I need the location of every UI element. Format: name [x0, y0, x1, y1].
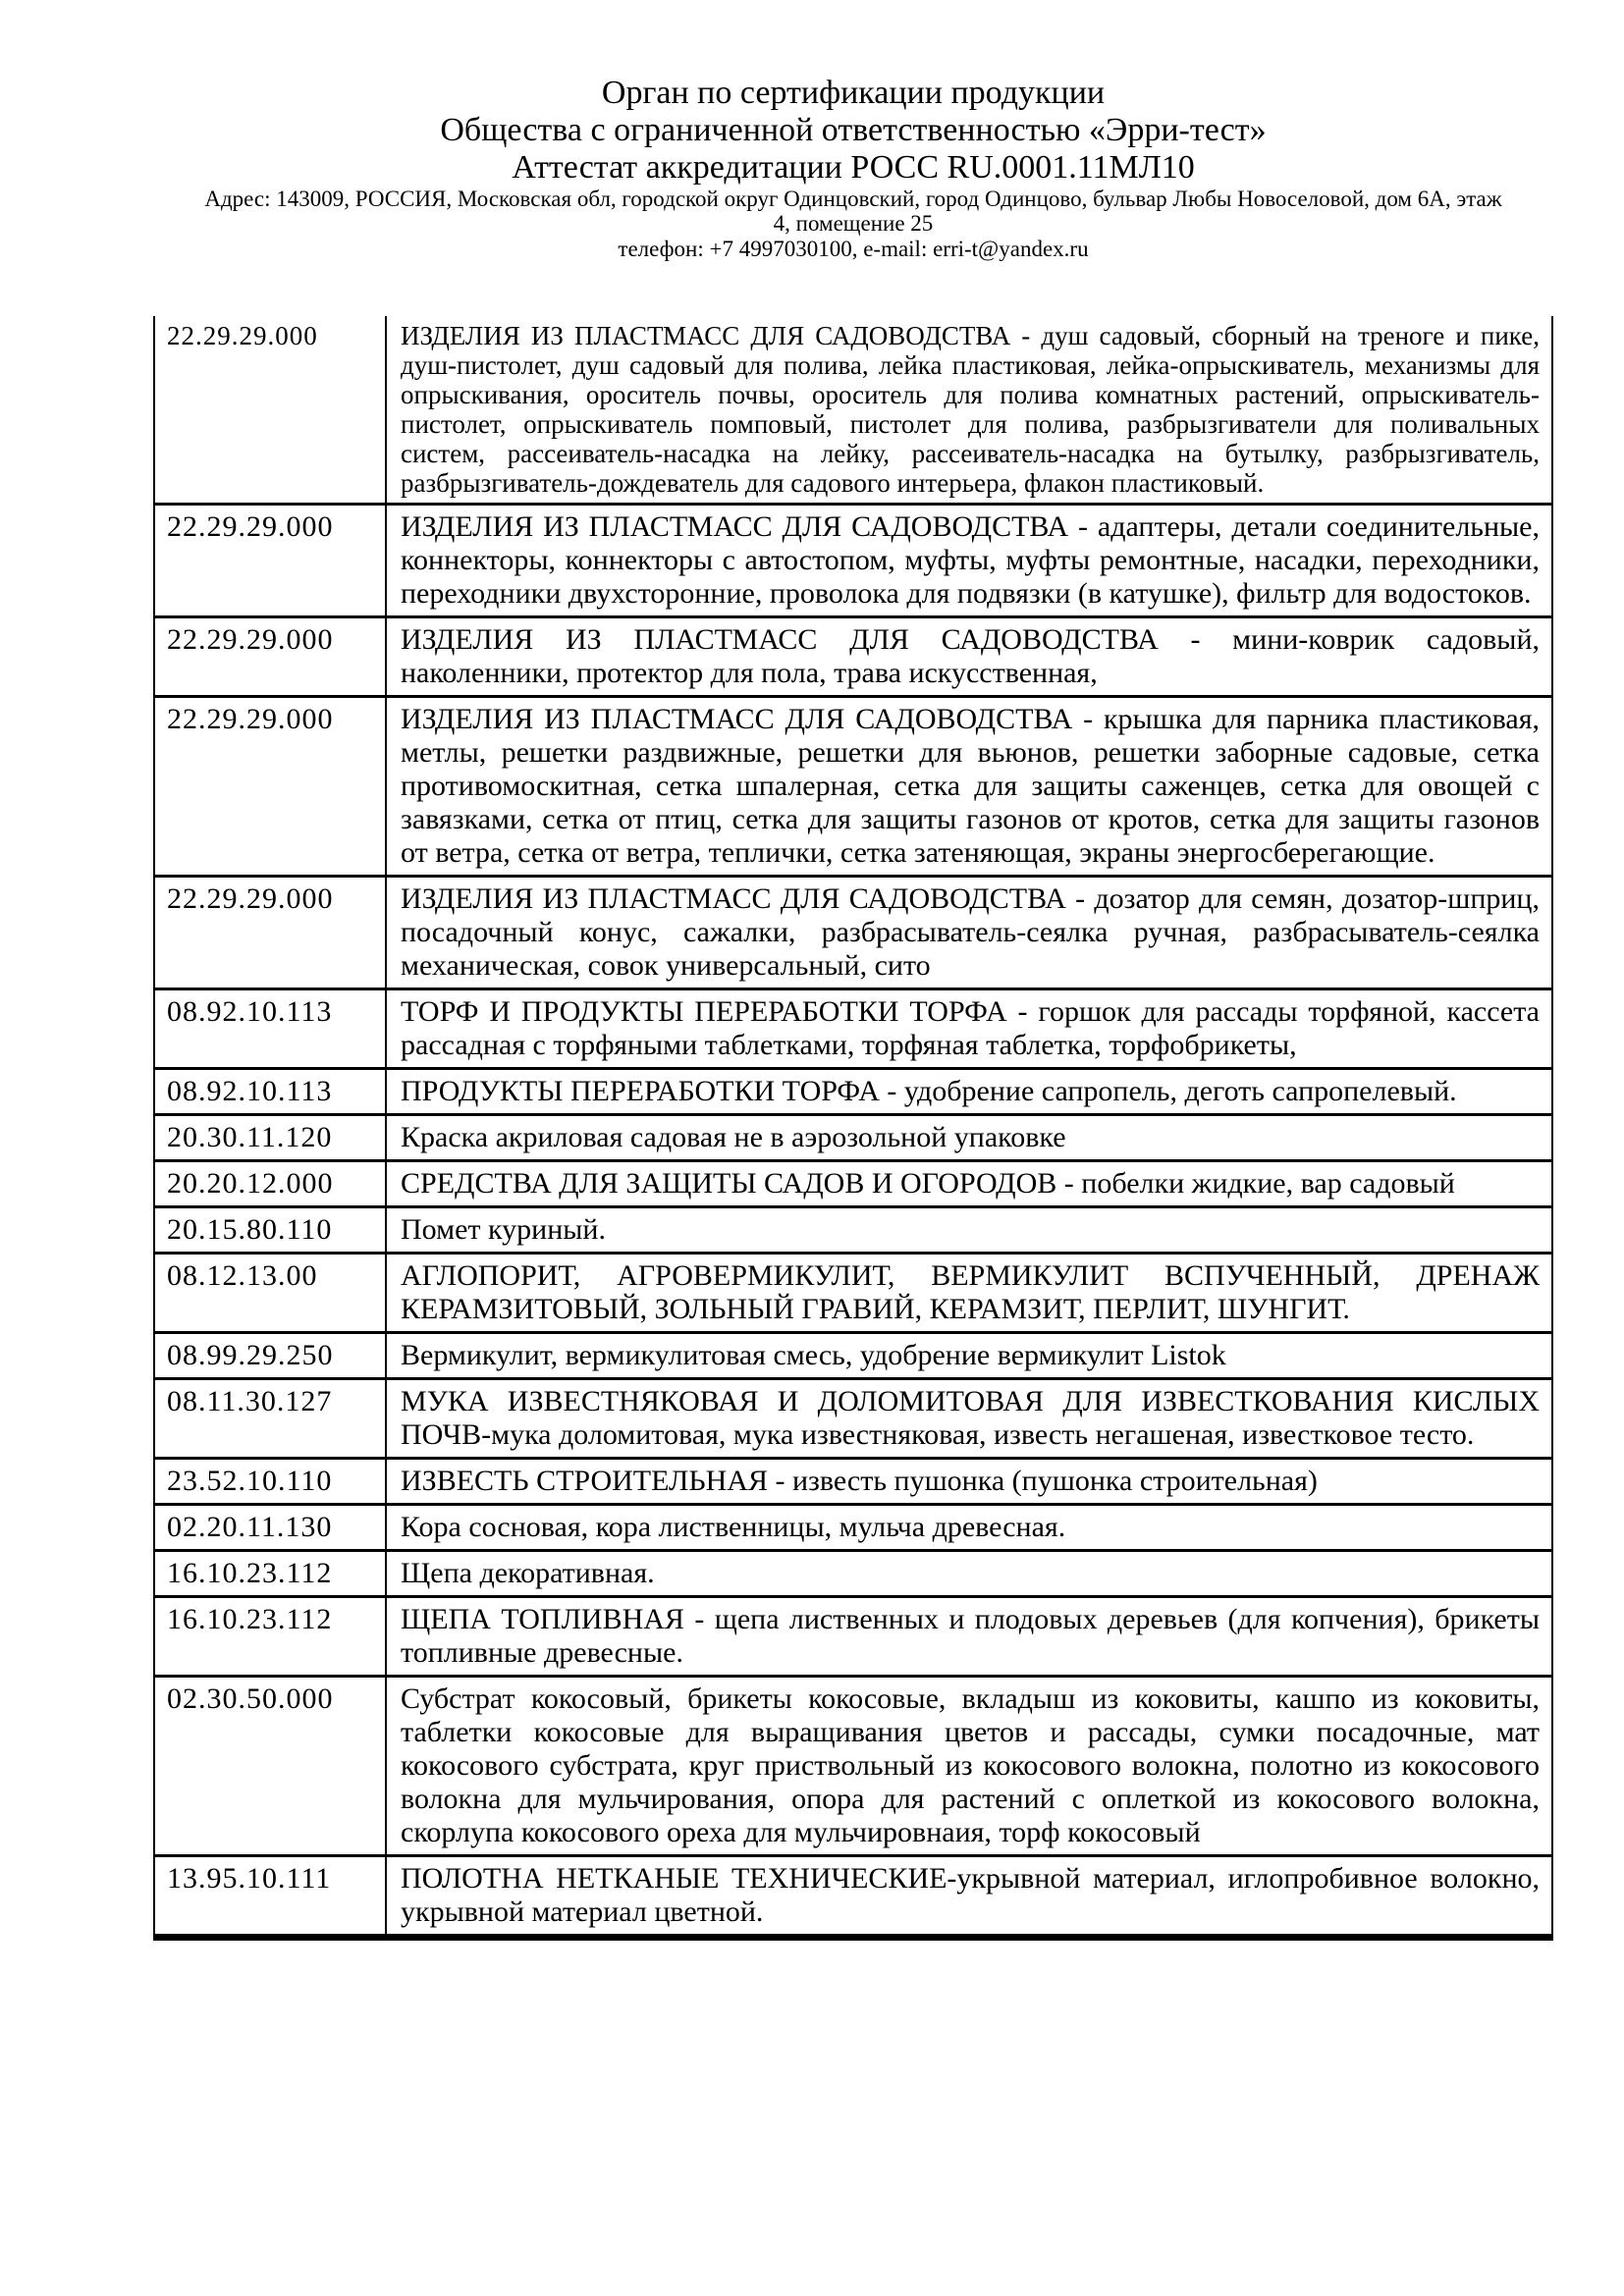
product-description-cell: Помет куриный.: [386, 1207, 1552, 1254]
product-description-cell: Субстрат кокосовый, брикеты кокосовые, вкладыш из коковиты, кашпо из коковиты, таблетки кокосовые для выращивания цветов и рассады, сумки посадочные, мат кокосового субстрата, круг приствольный из кокосового волокна, полотно из кокосового волокна для мульчирования, опора для растений с оплеткой из кокосового волокна, скорлупа кокосового ореха для мульчировнаия, торф кокосовый: [386, 1677, 1552, 1856]
table-row: [154, 1161, 1552, 1207]
table-row: [154, 1115, 1552, 1161]
product-code-cell: 08.12.13.00: [154, 1254, 386, 1333]
product-description-cell: Вермикулит, вермикулитовая смесь, удобрение вермикулит Listok: [386, 1333, 1552, 1379]
product-description-cell: ПРОДУКТЫ ПЕРЕРАБОТКИ ТОРФА - удобрение сапропель, деготь сапропелевый.: [386, 1069, 1552, 1115]
product-code-cell: 23.52.10.110: [154, 1459, 386, 1505]
product-description-cell: СРЕДСТВА ДЛЯ ЗАЩИТЫ САДОВ И ОГОРОДОВ - побелки жидкие, вар садовый: [386, 1161, 1552, 1207]
products-table: [153, 316, 1553, 1941]
table-row: [154, 1207, 1552, 1254]
product-code-cell: 22.29.29.000: [154, 316, 386, 505]
product-code-cell: 20.30.11.120: [154, 1115, 386, 1161]
product-description-cell: Кора сосновая, кора лиственницы, мульча древесная.: [386, 1505, 1552, 1551]
table-row: [154, 1379, 1552, 1459]
product-code-cell: 22.29.29.000: [154, 617, 386, 697]
table-row: [154, 1856, 1552, 1938]
product-code-cell: 02.20.11.130: [154, 1505, 386, 1551]
header-org-type: Орган по сертификации продукции: [601, 75, 1106, 111]
product-code-cell: 08.92.10.113: [154, 1069, 386, 1115]
table-row: [154, 1254, 1552, 1333]
table-row: [154, 1551, 1552, 1597]
product-description-cell: ИЗВЕСТЬ СТРОИТЕЛЬНАЯ - известь пушонка (пушонка строительная): [386, 1459, 1552, 1505]
table-row: [154, 1069, 1552, 1115]
table-row: [154, 1677, 1552, 1856]
product-code-cell: 08.99.29.250: [154, 1333, 386, 1379]
product-description-cell: ИЗДЕЛИЯ ИЗ ПЛАСТМАСС ДЛЯ САДОВОДСТВА - душ садовый, сборный на треноге и пике, душ-пистолет, душ садовый для полива, лейка пластиковая, лейка-опрыскиватель, механизмы для опрыскивания, ороситель почвы, ороситель для полива комнатных растений, опрыскиватель-пистолет, опрыскиватель помповый, пистолет для полива, разбрызгиватели для поливальных систем, рассеиватель-насадка на лейку, рассеиватель-насадка на бутылку, разбрызгиватель, разбрызгиватель-дождеватель для садового интерьера, флакон пластиковый.: [386, 316, 1552, 505]
product-description-cell: ПОЛОТНА НЕТКАНЫЕ ТЕХНИЧЕСКИЕ-укрывной материал, иглопробивное волокно, укрывной материал цветной.: [386, 1856, 1552, 1938]
product-description-cell: ИЗДЕЛИЯ ИЗ ПЛАСТМАСС ДЛЯ САДОВОДСТВА - крышка для парника пластиковая, метлы, решетки раздвижные, решетки для вьюнов, решетки заборные садовые, сетка противомоскитная, сетка шпалерная, сетка для защиты саженцев, сетка для овощей с завязками, сетка от птиц, сетка для защиты газонов от кротов, сетка для защиты газонов от ветра, сетка от ветра, теплички, сетка затеняющая, экраны энергосберегающие.: [386, 697, 1552, 877]
table-row: [154, 316, 1552, 505]
product-description-cell: ИЗДЕЛИЯ ИЗ ПЛАСТМАСС ДЛЯ САДОВОДСТВА - адаптеры, детали соединительные, коннекторы, коннекторы с автостопом, муфты, муфты ремонтные, насадки, переходники, переходники двухсторонние, проволока для подвязки (в катушке), фильтр для водостоков.: [386, 505, 1552, 617]
table-row: [154, 1597, 1552, 1677]
table-row: [154, 617, 1552, 697]
table-row: [154, 697, 1552, 877]
product-code-cell: 20.15.80.110: [154, 1207, 386, 1254]
table-row: [154, 505, 1552, 617]
product-description-cell: Краска акриловая садовая не в аэрозольной упаковке: [386, 1115, 1552, 1161]
product-code-cell: 16.10.23.112: [154, 1551, 386, 1597]
product-description-cell: Щепа декоративная.: [386, 1551, 1552, 1597]
product-description-cell: ИЗДЕЛИЯ ИЗ ПЛАСТМАСС ДЛЯ САДОВОДСТВА - дозатор для семян, дозатор-шприц, посадочный конус, сажалки, разбрасыватель-сеялка ручная, разбрасыватель-сеялка механическая, совок универсальный, сито: [386, 877, 1552, 989]
product-code-cell: 20.20.12.000: [154, 1161, 386, 1207]
table-row: [154, 1459, 1552, 1505]
table-row: [154, 877, 1552, 989]
product-code-cell: 16.10.23.112: [154, 1597, 386, 1677]
product-description-cell: АГЛОПОРИТ, АГРОВЕРМИКУЛИТ, ВЕРМИКУЛИТ ВСПУЧЕННЫЙ, ДРЕНАЖ КЕРАМЗИТОВЫЙ, ЗОЛЬНЫЙ ГРАВИЙ, КЕРАМЗИТ, ПЕРЛИТ, ШУНГИТ.: [386, 1254, 1552, 1333]
header-address: Адрес: 143009, РОССИЯ, Московская обл, городской округ Одинцовский, город Одинцово, бульвар Любы Новоселовой, дом 6А, этаж 4, помещение 25: [204, 187, 1502, 236]
header-contact: телефон: +7 4997030100, e-mail: erri-t@yandex.ru: [618, 237, 1089, 261]
product-code-cell: 08.11.30.127: [154, 1379, 386, 1459]
table-row: [154, 989, 1552, 1069]
product-description-cell: ТОРФ И ПРОДУКТЫ ПЕРЕРАБОТКИ ТОРФА - горшок для рассады торфяной, кассета рассадная с торфяными таблетками, торфяная таблетка, торфобрикеты,: [386, 989, 1552, 1069]
product-code-cell: 02.30.50.000: [154, 1677, 386, 1856]
product-code-cell: 22.29.29.000: [154, 505, 386, 617]
header-accreditation: Аттестат аккредитации РОСС RU.0001.11МЛ10: [512, 149, 1195, 186]
product-description-cell: МУКА ИЗВЕСТНЯКОВАЯ И ДОЛОМИТОВАЯ ДЛЯ ИЗВЕСТКОВАНИЯ КИСЛЫХ ПОЧВ-мука доломитовая, мука известняковая, известь негашеная, известковое тесто.: [386, 1379, 1552, 1459]
product-description-cell: ИЗДЕЛИЯ ИЗ ПЛАСТМАСС ДЛЯ САДОВОДСТВА - мини-коврик садовый, наколенники, протектор для пола, трава искусственная,: [386, 617, 1552, 697]
product-code-cell: 22.29.29.000: [154, 697, 386, 877]
table-row: [154, 1505, 1552, 1551]
header-org-name: Общества с ограниченной ответственностью «Эрри-тест»: [440, 112, 1267, 148]
table-row: [154, 1333, 1552, 1379]
document-header: [153, 75, 1553, 261]
product-code-cell: 22.29.29.000: [154, 877, 386, 989]
product-code-cell: 08.92.10.113: [154, 989, 386, 1069]
product-description-cell: ЩЕПА ТОПЛИВНАЯ - щепа лиственных и плодовых деревьев (для копчения), брикеты топливные древесные.: [386, 1597, 1552, 1677]
product-code-cell: 13.95.10.111: [154, 1856, 386, 1938]
